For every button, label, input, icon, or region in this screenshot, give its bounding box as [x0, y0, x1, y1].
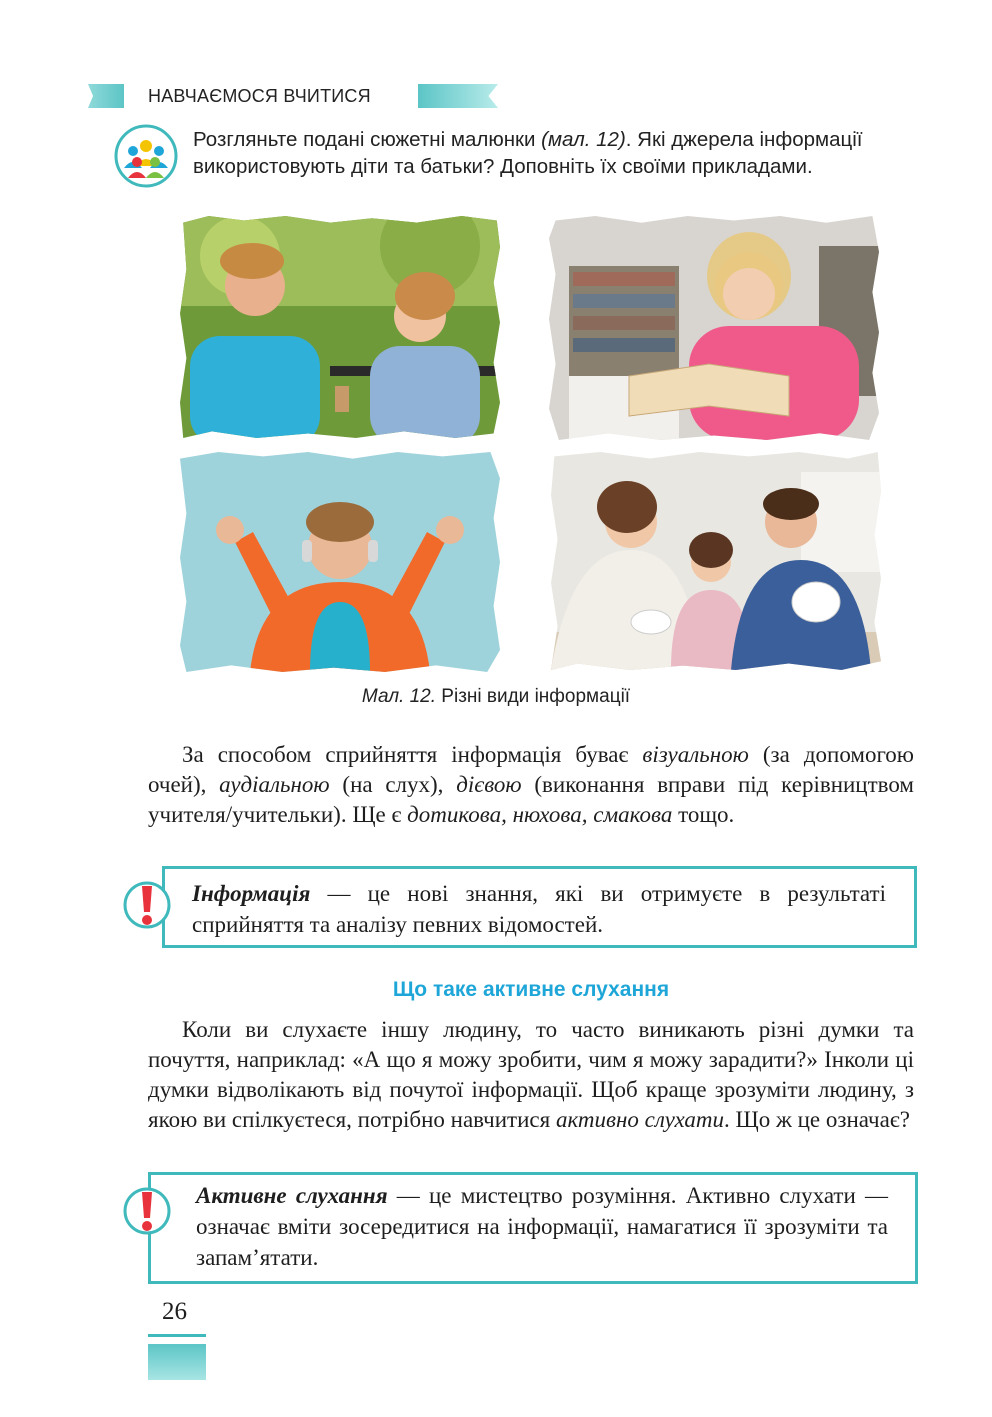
group-icon: [114, 124, 178, 188]
para1-italic-1: візуальною: [642, 742, 749, 767]
para2-text-1: Коли ви слухаєте іншу людину, то часто виникають різні думки та почуття, наприклад: «А що я можу зробити, чим я можу зарадити?» Інколи ці думки відволікають від почутої інформації. Щоб краще зрозуміти людину, з якою ви спілкуєтеся, потрібно навчитися: [148, 1017, 914, 1132]
definition-term: Інформація: [192, 881, 311, 906]
para1-text-5: тощо.: [672, 802, 735, 827]
photo-family-tea: [551, 452, 881, 670]
exclamation-icon: [122, 1180, 172, 1242]
definition-text: — це нові знання, які ви отримуєте в результаті сприйняття та аналізу певних відомостей.: [192, 881, 886, 937]
page-number-underline: [148, 1334, 206, 1337]
page-number: 26: [162, 1298, 187, 1325]
header-title: НАВЧАЄМОСЯ ВЧИТИСЯ: [148, 86, 371, 106]
para2-italic-1: активно слухати: [555, 1107, 725, 1132]
para1-text-2: (за допомогою очей),: [148, 742, 914, 797]
task-text: [193, 126, 915, 180]
header-ribbon-right: [418, 84, 498, 108]
task-text-after: . Які джерела інформації використовують діти та батьки? Доповніть їх своїми прикладами.: [193, 128, 863, 178]
photo-girl-reading: [549, 216, 879, 440]
definition-information: [192, 878, 886, 940]
para2-text-2: . Що ж це означає?: [724, 1107, 910, 1132]
para1-italic-2: аудіальною: [219, 772, 330, 797]
definition-active-listening: [196, 1180, 888, 1273]
caption-number: Мал. 12.: [361, 686, 437, 707]
exclamation-icon: [122, 874, 172, 936]
section-title: Що таке активне слухання: [392, 978, 670, 1001]
para1-italic-4: дотикова, нюхова, смакова: [407, 802, 673, 827]
para1-text-1: За способом сприйняття інформація буває: [182, 742, 643, 767]
paragraph-listening: [148, 1015, 914, 1135]
definition-text: — це мистецтво розуміння. Активно слухати — означає вміти зосередитися на інформації, намагатися її зрозуміти та запам’ятати.: [196, 1183, 889, 1270]
header-ribbon-left: [88, 84, 124, 108]
page-corner-block: [148, 1344, 206, 1380]
photo-teens-talking: [180, 216, 500, 438]
para1-italic-3: дієвою: [456, 772, 522, 797]
figure-reference: (мал. 12): [541, 128, 626, 151]
para1-text-3: (на слух),: [329, 772, 457, 797]
para1-text-4: (виконання вправи під керівництвом учителя/учительки). Ще є: [148, 772, 914, 827]
task-text-before: Розгляньте подані сюжетні малюнки: [193, 128, 542, 151]
photo-boy-headphones: [180, 452, 500, 672]
definition-term: Активне слухання: [196, 1183, 388, 1208]
paragraph-perception: [148, 740, 914, 830]
figure-caption: [0, 686, 992, 708]
caption-text: Різні види інформації: [436, 686, 631, 707]
